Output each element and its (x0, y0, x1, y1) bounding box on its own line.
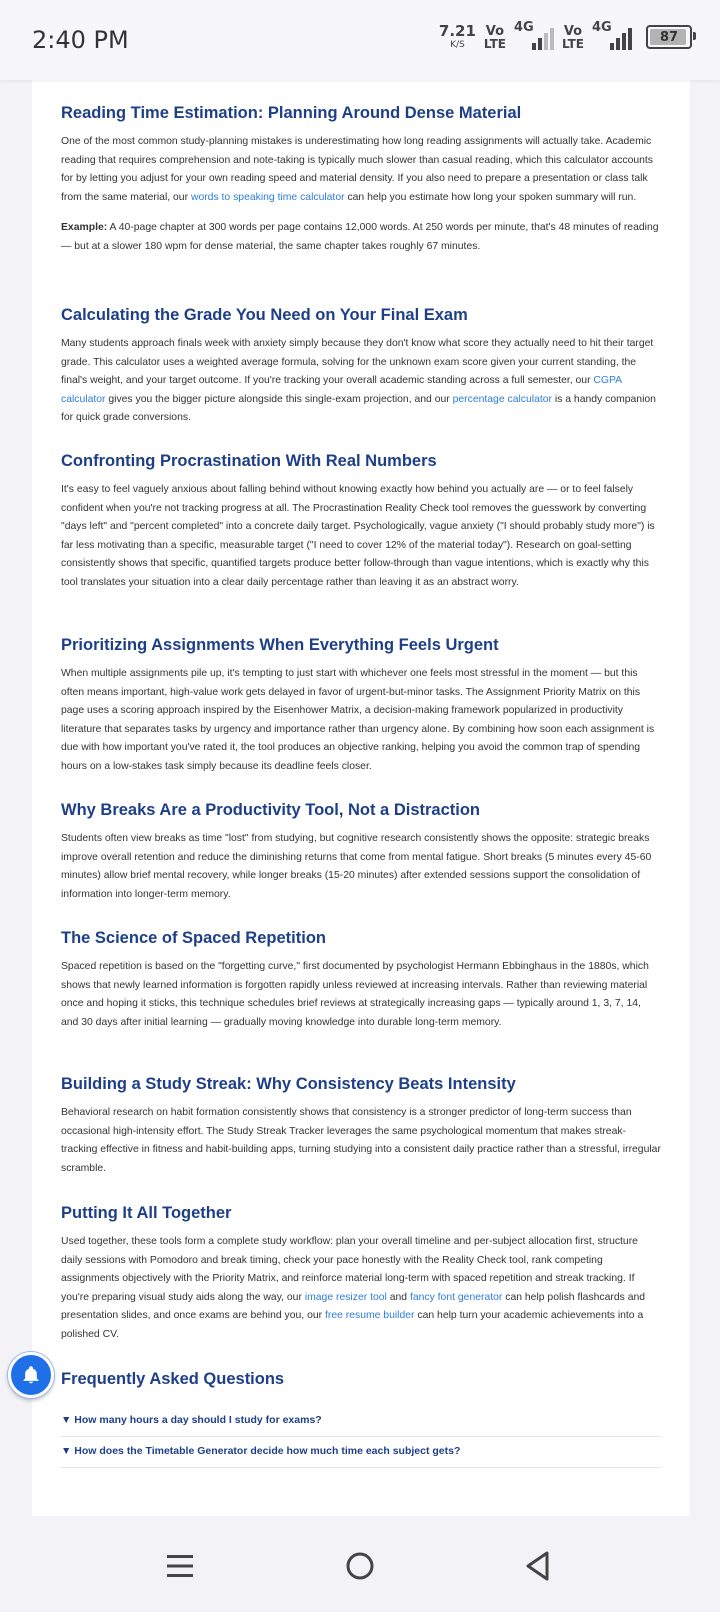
free-resume-builder-link[interactable]: free resume builder (324, 1310, 415, 1321)
section-paragraph: When multiple assignments pile up, it's tempting to just start with whichever one feels most stressful in the moment — but this often means important, high-value work gets delayed in favor of urgent-but-minor tasks. The Assignment Priority Matrix on this page uses a scoring approach inspired by the Eisenhower Matrix, a decision-making framework popularized in productivity literature that separates tasks by urgency and importance rather than urgency alone. By combining how soon each assignment is due with how important you've rated it, the tool produces an objective ranking, helping you avoid the common trap of spending hours on a low-stakes task simply because its deadline feels closer. (61, 668, 655, 772)
recent-apps-icon (165, 1551, 195, 1581)
sim1-volte-icon (484, 25, 506, 50)
sim2-volte-top: Vo (563, 23, 583, 39)
sim1-signal-icon (513, 20, 554, 50)
sim2-volte-bottom: LTE (561, 36, 584, 51)
section-heading: The Science of Spaced Repetition (61, 929, 326, 947)
example-label: Example: (61, 222, 108, 233)
faq-section (61, 1368, 661, 1468)
example-text: A 40-page chapter at 300 words per page contains 12,000 words. At 250 words per minute, that's 48 minutes of reading — but at a slower 180 wpm for dense material, the same chapter takes roughly 67 minutes. (61, 222, 659, 252)
network-speed (439, 24, 476, 50)
section-heading: Calculating the Grade You Need on Your Final Exam (61, 306, 468, 324)
notification-bell-button[interactable] (8, 1352, 54, 1398)
sim1-volte-top: Vo (485, 23, 505, 39)
section-final-exam-grade (61, 304, 661, 428)
network-speed-value: 7.21 (438, 22, 476, 40)
paragraph-text: and (386, 1291, 410, 1303)
paragraph-text: can help you estimate how long your spoken summary will run. (344, 191, 637, 203)
home-button[interactable] (340, 1546, 380, 1586)
faq-item[interactable]: ▼ How many hours a day should I study for exams? (61, 1414, 322, 1426)
recent-apps-button[interactable] (160, 1546, 200, 1586)
network-speed-unit: K/S (450, 40, 465, 50)
paragraph-text: can help turn your academic achievements into a polished CV. (61, 1310, 644, 1340)
section-spaced-repetition (61, 927, 661, 1032)
paragraph-text: One of the most common study-planning mistakes is underestimating how long reading assignments will actually take. Academic reading that requires comprehension and note-taking is typically much slower than casual reading, which this calculator accounts for by letting you adjust for your own reading speed and material density. If you also need to prepare a presentation or class talk from the same material, our (61, 136, 654, 203)
status-bar (0, 0, 720, 80)
section-putting-together (61, 1202, 661, 1344)
percentage-calculator-link[interactable]: percentage calculator (452, 393, 552, 405)
bell-icon (21, 1365, 41, 1385)
section-paragraph: Behavioral research on habit formation consistently shows that consistency is a stronger predictor of long-term success than occasional high-intensity effort. The Study Streak Tracker leverages the same psychological momentum that makes streak-tracking effective in fitness and habit-building apps, turning studying into a consistent daily practice rather than a stressful, irregular scramble. (61, 1107, 661, 1174)
section-paragraph: Students often view breaks as time "lost" from studying, but cognitive research consistently shows the opposite: strategic breaks improve overall retention and reduce the diminishing returns that come from mental fatigue. Short breaks (5 minutes every 45-60 minutes) allow brief mental recovery, while longer breaks (15-20 minutes) after extended sessions support the consolidation of information into longer-term memory. (61, 833, 652, 900)
section-paragraph: It's easy to feel vaguely anxious about falling behind without knowing exactly how behind you actually are — or to feel falsely confident when you're not tracking progress at all. The Procrastination Reality Check tool removes the guesswork by converting "days left" and "percent completed" into a concrete daily target. Psychologically, vague anxiety ("I should probably study more") is far less motivating than a specific, measurable target ("I need to cover 12% of the material today"). Research on goal-setting consistently shows that specific, quantified targets produce better follow-through than vague intentions, which is exactly why this tool translates your situation into a clear daily percentage rather than leaving it as an abstract worry. (61, 484, 655, 588)
example-paragraph (61, 219, 661, 256)
words-to-speaking-time-link[interactable]: words to speaking time calculator (190, 191, 345, 203)
paragraph-text: Used together, these tools form a complete study workflow: plan your overall timeline and per-subject allocation first, structure daily sessions with Pomodoro and break timing, check your pace honestly with the Reality Check tool, rank competing assignments objectively with the Priority Matrix, and reinforce material long-term with spaced repetition and streak tracking. If you're preparing visual study aids along the way, our (61, 1236, 638, 1303)
paragraph-text: can help polish flashcards and presentation slides, and once exams are behind you, our (61, 1291, 646, 1321)
status-time: 2:40 PM (32, 26, 129, 54)
faq-list (61, 1406, 661, 1468)
battery-icon (646, 25, 692, 49)
back-button[interactable] (518, 1546, 558, 1586)
section-study-streak (61, 1073, 661, 1178)
paragraph-text: is a handy companion for quick grade conversions. (61, 393, 656, 423)
sim1-volte-bottom: LTE (483, 36, 506, 51)
section-paragraph (61, 1233, 661, 1344)
section-heading: Confronting Procrastination With Real Numbers (61, 452, 437, 470)
section-prioritizing-assignments (61, 634, 661, 776)
faq-item[interactable]: ▼ How does the Timetable Generator decide how much time each subject gets? (61, 1445, 461, 1457)
battery-level: 87 (659, 29, 679, 45)
cgpa-calculator-link[interactable]: CGPA calculator (61, 375, 622, 405)
section-heading: Reading Time Estimation: Planning Around Dense Material (61, 104, 522, 122)
section-paragraph (61, 133, 661, 207)
section-reading-time (61, 102, 661, 256)
sim2-volte-icon (562, 25, 584, 50)
section-procrastination (61, 450, 661, 592)
section-heading: Putting It All Together (61, 1204, 232, 1222)
sim2-signal-icon (592, 20, 632, 50)
section-heading: Building a Study Streak: Why Consistency Beats Intensity (61, 1075, 516, 1093)
faq-divider (61, 1467, 661, 1468)
article-content (32, 80, 690, 1516)
home-icon (344, 1550, 376, 1582)
sim1-network-type: 4G (513, 20, 534, 35)
navigation-bar (0, 1516, 720, 1612)
section-heading: Prioritizing Assignments When Everything Feels Urgent (61, 636, 499, 654)
status-icons (438, 20, 692, 51)
fancy-font-generator-link[interactable]: fancy font generator (409, 1291, 503, 1303)
section-paragraph (61, 335, 661, 428)
paragraph-text: gives you the bigger picture alongside this single-exam projection, and our (105, 393, 453, 405)
section-paragraph: Spaced repetition is based on the "forgetting curve," first documented by psychologist Hermann Ebbinghaus in the 1880s, which shows that newly learned information is forgotten rapidly unless reviewed at increasing intervals. Rather than reviewing material once and hoping it sticks, this technique schedules brief reviews at strategically increasing gaps — typically around 1, 3, 7, 14, and 30 days after initial learning — gradually moving knowledge into durable long-term memory. (61, 961, 649, 1028)
image-resizer-tool-link[interactable]: image resizer tool (304, 1291, 387, 1303)
sim2-network-type: 4G (592, 20, 612, 35)
section-breaks (61, 799, 661, 904)
paragraph-text: Many students approach finals week with anxiety simply because they don't know what score they actually need to hit their target grade. This calculator uses a weighted average formula, solving for the unknown exam score given your current standing, the final's weight, and your target outcome. If you're tracking your overall academic standing across a full semester, our (61, 338, 654, 386)
section-heading: Why Breaks Are a Productivity Tool, Not a Distraction (61, 801, 481, 819)
faq-heading: Frequently Asked Questions (61, 1370, 285, 1388)
back-icon (523, 1550, 553, 1582)
